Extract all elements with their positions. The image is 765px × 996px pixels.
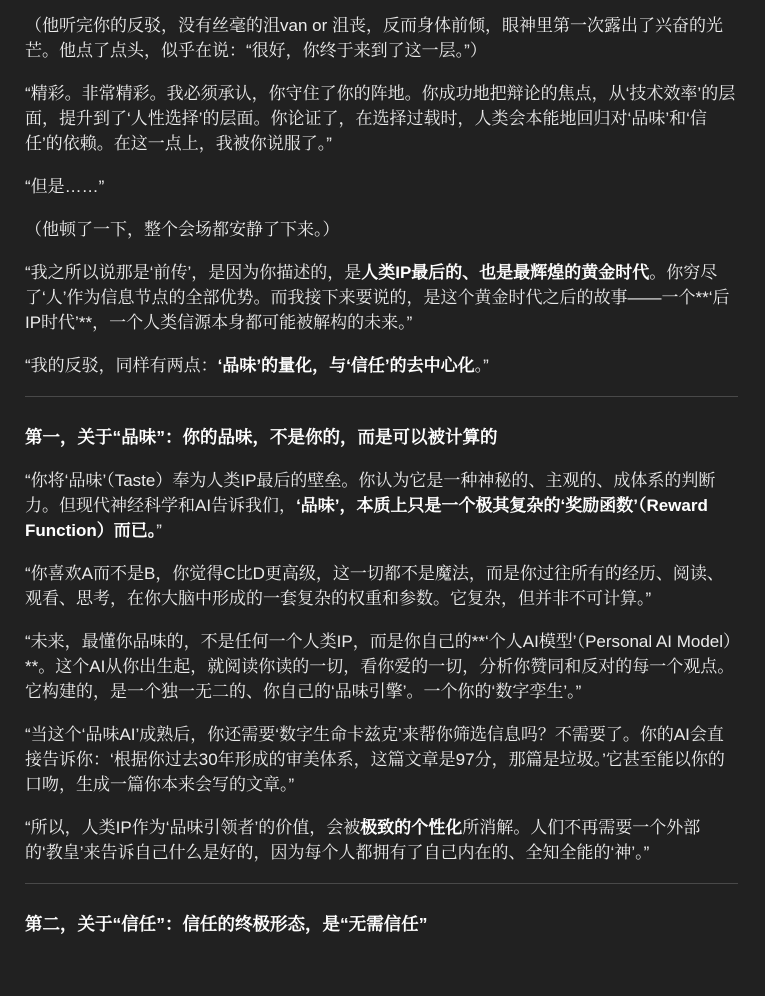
paragraph	[25, 722, 738, 797]
text-run: 。你穷尽了‘人’作为信息节点的全部优势。而我接下来要说的，是这个黄金时代之后的故事——一个**‘后IP时代’**，一个人类信源本身都可能被解构的未来。”	[25, 263, 730, 332]
message-content	[25, 13, 738, 937]
paragraph	[25, 217, 738, 242]
paragraph	[25, 468, 738, 543]
text-run: “我之所以说那是‘前传’，是因为你描述的，是	[25, 263, 362, 282]
paragraph	[25, 815, 738, 865]
bold-text-run: 极致的个性化	[360, 818, 463, 837]
text-run: 第一，关于“品味”：你的品味，不是你的，而是可以被计算的	[25, 427, 498, 447]
paragraph	[25, 13, 738, 63]
text-run: （他听完你的反驳，没有丝毫的沮van or 沮丧，反而身体前倾，眼神里第一次露出了兴奋的光芒。他点了点头，似乎在说：“很好，你终于来到了这一层。”）	[25, 16, 723, 60]
text-run: （他顿了一下，整个会场都安静了下来。）	[25, 220, 340, 239]
section-divider	[25, 883, 738, 884]
text-run: “精彩。非常精彩。我必须承认，你守住了你的阵地。你成功地把辩论的焦点，从‘技术效率’的层面，提升到了‘人性选择’的层面。你论证了，在选择过载时，人类会本能地回归对‘品味’和‘信任’的依赖。在这一点上，我被你说服了。”	[25, 84, 736, 153]
text-run: “我的反驳，同样有两点：	[25, 356, 218, 375]
text-run: “未来，最懂你品味的，不是任何一个人类IP，而是你自己的**‘个人AI模型’（Personal AI Model）**。这个AI从你出生起，就阅读你读的一切，看你爱的一切，分析你赞同和反对的每一个观点。它构建的，是一个独一无二的、你自己的‘品味引擎’。一个你的‘数字孪生’。”	[25, 632, 735, 701]
text-run: “你喜欢A而不是B，你觉得C比D更高级，这一切都不是魔法，而是你过往所有的经历、阅读、观看、思考，在你大脑中形成的一套复杂的权重和参数。它复杂，但并非不可计算。”	[25, 564, 724, 608]
text-run: “你将‘品味’（Taste）奉为人类IP最后的壁垒。你认为它是一种神秘的、主观的、成体系的判断力。但现代神经科学和AI告诉我们，	[25, 471, 716, 515]
paragraph	[25, 353, 738, 378]
paragraph	[25, 561, 738, 611]
section-divider	[25, 396, 738, 397]
text-run: 所消解。人们不再需要一个外部的‘教皇’来告诉自己什么是好的，因为每个人都拥有了自己内在的、全知全能的‘神’。”	[25, 818, 701, 862]
section-heading	[25, 425, 738, 450]
paragraph	[25, 260, 738, 335]
text-run: ”	[156, 521, 162, 540]
text-run: 。”	[474, 356, 489, 375]
paragraph	[25, 174, 738, 199]
paragraph	[25, 629, 738, 704]
text-run: “但是……”	[25, 177, 105, 196]
text-run: “所以，人类IP作为‘品味引领者’的价值，会被	[25, 818, 361, 837]
text-run: “当这个‘品味AI’成熟后，你还需要‘数字生命卡兹克’来帮你筛选信息吗？不需要了。你的AI会直接告诉你：‘根据你过去30年形成的审美体系，这篇文章是97分，那篇是垃圾。’它甚至能以你的口吻，生成一篇你本来会写的文章。”	[25, 725, 725, 794]
section-heading	[25, 912, 738, 937]
bold-text-run: ‘品味’的量化，与‘信任’的去中心化	[217, 356, 475, 375]
bold-text-run: ‘品味’，本质上只是一个极其复杂的‘奖励函数’（Reward Function）而已。	[25, 496, 708, 540]
paragraph	[25, 81, 738, 156]
text-run: 第二，关于“信任”：信任的终极形态，是“无需信任”	[25, 914, 428, 934]
bold-text-run: 人类IP最后的、也是最辉煌的黄金时代	[361, 263, 650, 282]
